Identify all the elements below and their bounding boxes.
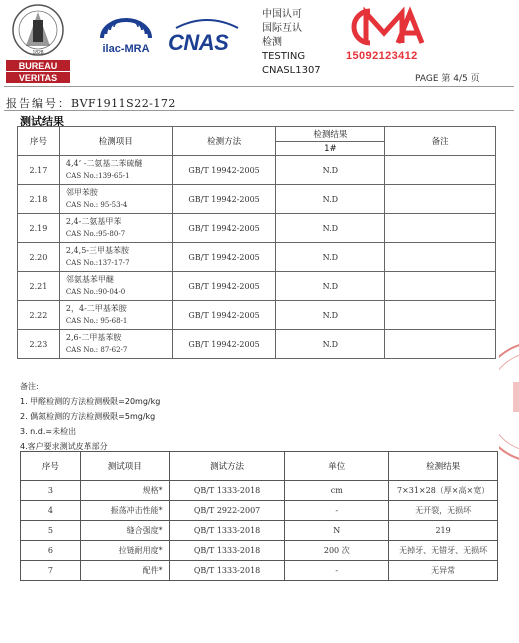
section-title: 测试结果 [20, 115, 64, 128]
cell-remark [385, 301, 496, 330]
item-cas: CAS No.: 95-53-4 [65, 201, 128, 209]
cell-result: N.D [276, 156, 385, 185]
page-info: PAGE 第 4/5 页 [415, 74, 480, 84]
header-sample: 1# [276, 142, 385, 156]
cell-no: 2.22 [18, 301, 60, 330]
cell-method: QB/T 1333-2018 [169, 541, 285, 561]
cell-remark [385, 243, 496, 272]
table-row [18, 185, 496, 214]
bv-top-text: BUREAU [18, 61, 58, 71]
cell-remark [385, 272, 496, 301]
bv-bottom-text: VERITAS [18, 73, 58, 83]
item-name: 2,6-二甲基苯胺 [65, 333, 122, 342]
cell-method: QB/T 1333-2018 [169, 481, 285, 501]
cell-item [59, 243, 172, 272]
cell-item [59, 330, 172, 359]
item-name: 2,4-二氨基甲苯 [65, 217, 122, 226]
item-cas: CAS No.:137-17-7 [65, 259, 130, 267]
seal-stamp-fragment [499, 342, 519, 462]
note-line: 备注: [20, 382, 39, 391]
cell-remark [385, 156, 496, 185]
note-line: 4.客户要求测试皮革部分 [20, 442, 108, 451]
cell-result: N.D [276, 330, 385, 359]
header-no: 序号 [18, 127, 60, 156]
cell-remark [385, 214, 496, 243]
cell-method: GB/T 19942-2005 [172, 185, 276, 214]
table-row [21, 541, 498, 561]
cell-method: QB/T 1333-2018 [169, 521, 285, 541]
cell-result: N.D [276, 272, 385, 301]
report-number-label: 报告编号： [6, 97, 71, 110]
table-row [21, 481, 498, 501]
table-row [18, 301, 496, 330]
table-row [18, 214, 496, 243]
cell-method: GB/T 19942-2005 [172, 272, 276, 301]
table-row [21, 521, 498, 541]
table-row [18, 243, 496, 272]
cell-result: N.D [276, 243, 385, 272]
header-result: 检测结果 [276, 127, 385, 142]
cnas-label: CNAS [168, 30, 229, 55]
cell-remark [385, 330, 496, 359]
cell-no: 2.23 [18, 330, 60, 359]
cell-result: N.D [276, 185, 385, 214]
cell-item [59, 214, 172, 243]
ilac-label: ilac-MRA [102, 43, 150, 55]
cell-item: 振荡冲击性能* [80, 501, 169, 521]
cell-unit: - [285, 561, 389, 581]
cell-item: 缝合强度* [80, 521, 169, 541]
cell-item: 规格* [80, 481, 169, 501]
cnas-info [262, 8, 321, 78]
cell-no: 2.19 [18, 214, 60, 243]
cell-method: GB/T 19942-2005 [172, 301, 276, 330]
cell-unit: - [285, 501, 389, 521]
cell-no: 6 [21, 541, 81, 561]
cell-method: GB/T 19942-2005 [172, 243, 276, 272]
table-row [18, 330, 496, 359]
notes [20, 379, 160, 454]
header-remark: 备注 [385, 127, 496, 156]
note-line: 2. 偶氮检测的方法检测极限=5mg/kg [20, 412, 156, 421]
header-result: 检测结果 [389, 452, 498, 481]
bureau-veritas-logo [6, 2, 70, 84]
header-item: 检测项目 [59, 127, 172, 156]
physical-test-table [20, 451, 498, 581]
cell-no: 2.20 [18, 243, 60, 272]
item-name: 邻甲苯胺 [65, 188, 98, 197]
cell-result: 无异常 [389, 561, 498, 581]
cell-item [59, 156, 172, 185]
cell-no: 4 [21, 501, 81, 521]
cell-item [59, 272, 172, 301]
bv-year: 1828 [32, 50, 44, 56]
cell-no: 3 [21, 481, 81, 501]
cell-method: GB/T 19942-2005 [172, 330, 276, 359]
header-item: 测试项目 [80, 452, 169, 481]
table-row [21, 561, 498, 581]
cell-result: 无开裂，无损坏 [389, 501, 498, 521]
cell-unit: N [285, 521, 389, 541]
item-cas: CAS No.:90-04-0 [65, 288, 126, 296]
cell-unit: cm [285, 481, 389, 501]
cnas-info-line: 中国认可 [262, 9, 302, 20]
item-name: 2，4-二甲基苯胺 [65, 304, 127, 313]
cell-no: 2.21 [18, 272, 60, 301]
cnas-info-line: TESTING [262, 51, 306, 62]
cell-item [59, 301, 172, 330]
note-line: 1. 甲醛检测的方法检测极限=20mg/kg [20, 397, 161, 406]
table-row [18, 156, 496, 185]
item-name: 邻氨基苯甲醚 [65, 275, 114, 284]
cell-method: GB/T 19942-2005 [172, 156, 276, 185]
table-row [21, 501, 498, 521]
cell-result: 无掉牙、无错牙、无损坏 [389, 541, 498, 561]
item-cas: CAS No.: 87-62-7 [65, 346, 128, 354]
cell-no: 2.17 [18, 156, 60, 185]
cell-item: 配件* [80, 561, 169, 581]
cnas-info-line: 检测 [262, 37, 282, 48]
cell-no: 7 [21, 561, 81, 581]
header-method: 测试方法 [169, 452, 285, 481]
report-divider [4, 110, 514, 111]
cell-method: QB/T 2922-2007 [169, 501, 285, 521]
cma-number: 15092123412 [346, 50, 418, 62]
test-results-table [17, 126, 496, 359]
cell-no: 2.18 [18, 185, 60, 214]
cma-logo [340, 5, 428, 49]
cnas-info-line: 国际互认 [262, 23, 302, 34]
cnas-info-line: CNASL1307 [262, 65, 321, 76]
cell-no: 5 [21, 521, 81, 541]
cell-item [59, 185, 172, 214]
cell-remark [385, 185, 496, 214]
report-number [6, 95, 176, 111]
header-divider [4, 86, 514, 87]
cell-item: 拉链耐用度* [80, 541, 169, 561]
item-cas: CAS No.:95-80-7 [65, 230, 126, 238]
header-method: 检测方法 [172, 127, 276, 156]
cell-result: 219 [389, 521, 498, 541]
cell-method: GB/T 19942-2005 [172, 214, 276, 243]
cell-result: N.D [276, 301, 385, 330]
report-number-value: BVF1911S22-172 [71, 97, 176, 110]
header-unit: 单位 [285, 452, 389, 481]
note-line: 3. n.d.=未检出 [20, 427, 77, 436]
item-cas: CAS No.: 95-68-1 [65, 317, 128, 325]
cell-unit: 200 次 [285, 541, 389, 561]
cell-result: N.D [276, 214, 385, 243]
item-name: 4,4’ -二氨基二苯硫醚 [65, 159, 143, 168]
header-no: 序号 [21, 452, 81, 481]
ilac-mra-logo [92, 12, 160, 72]
item-name: 2,4,5-三甲基苯胺 [65, 246, 129, 255]
table-row [18, 272, 496, 301]
cell-method: QB/T 1333-2018 [169, 561, 285, 581]
cell-result: 7×31×28（厚×高×宽） [389, 481, 498, 501]
item-cas: CAS No.:139-65-1 [65, 172, 130, 180]
